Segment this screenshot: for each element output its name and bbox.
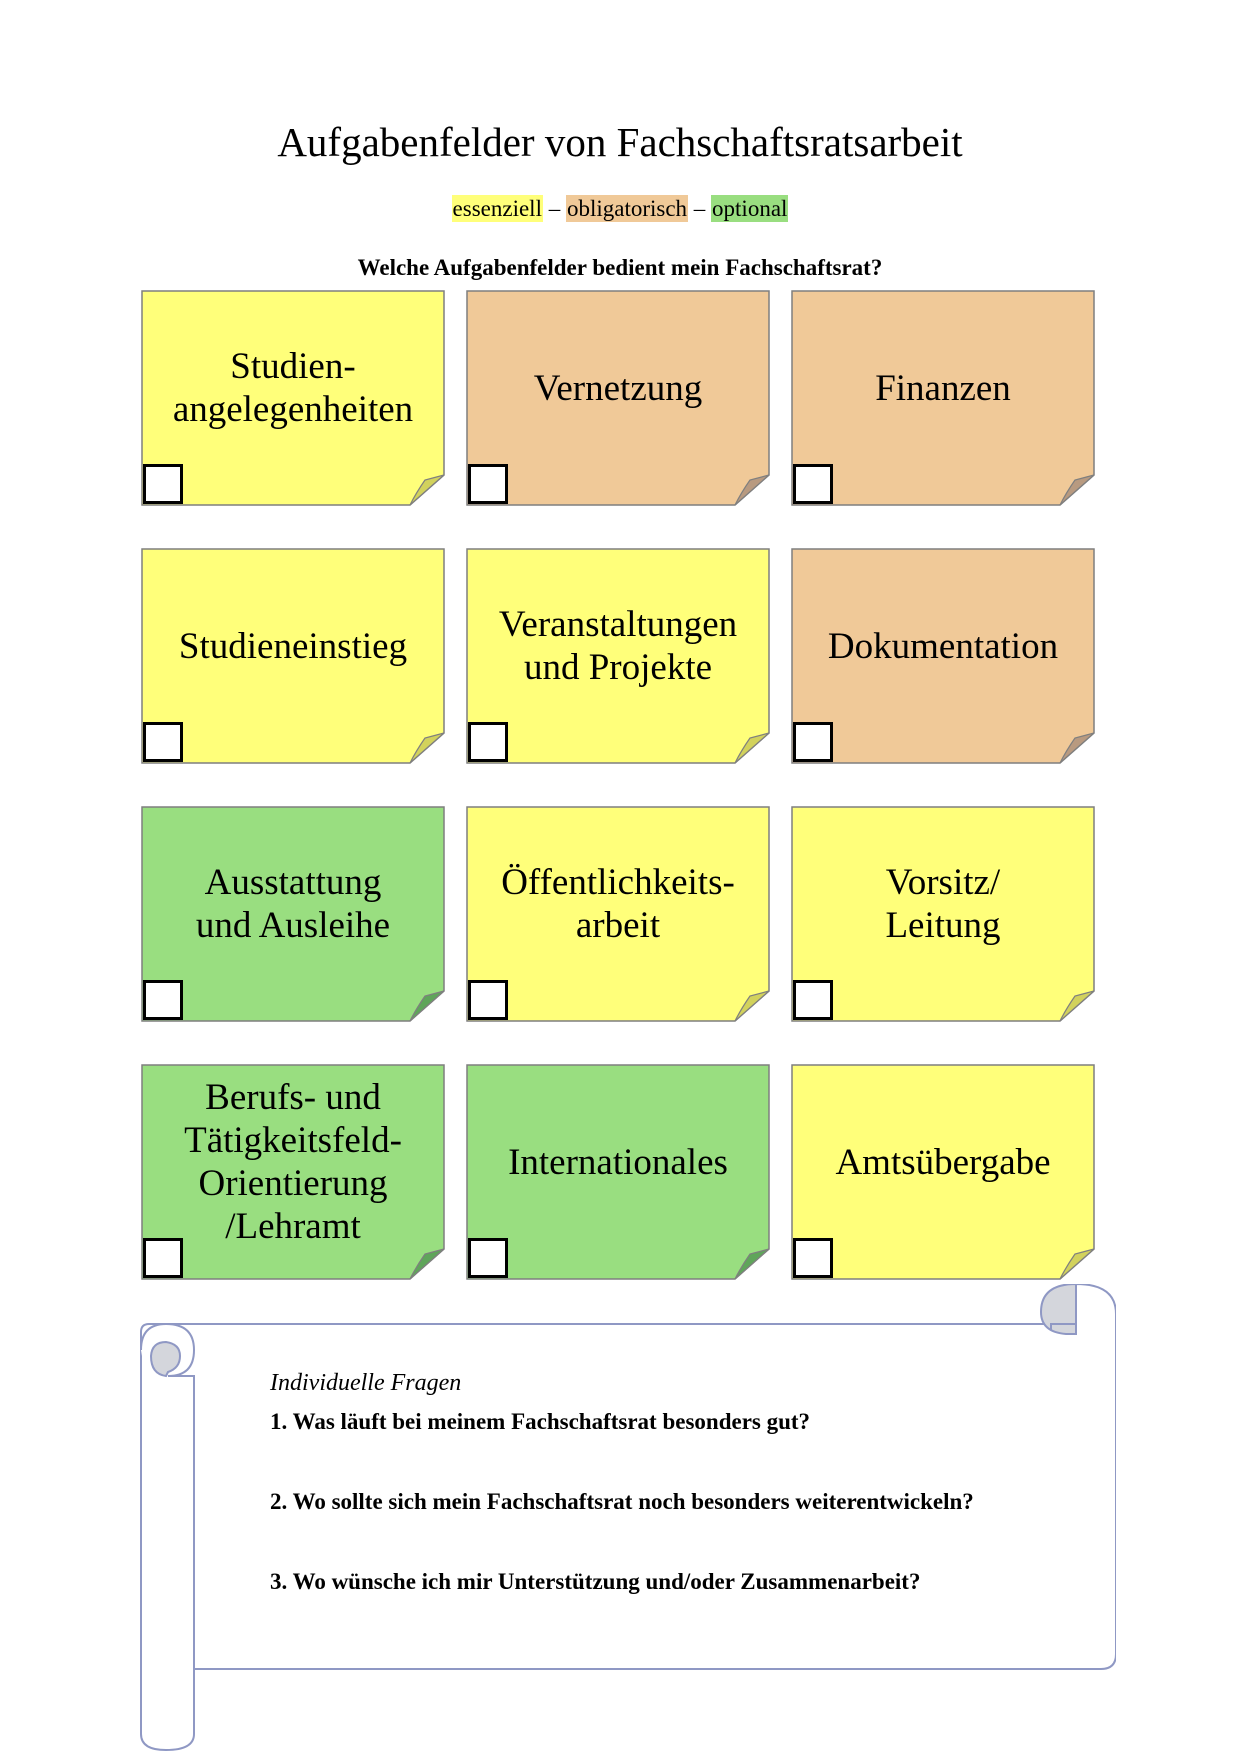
task-label: Ausstattung und Ausleihe <box>195 862 391 946</box>
task-label: Studieneinstieg <box>178 625 408 667</box>
legend-optional: optional <box>712 196 788 221</box>
task-checkbox[interactable] <box>143 464 183 504</box>
legend-essential: essenziell <box>452 196 542 221</box>
task-label: Amtsübergabe <box>835 1141 1051 1183</box>
task-checkbox[interactable] <box>468 980 508 1020</box>
question-item: 2. Wo sollte sich mein Fachschaftsrat noch besonders weiterentwickeln? <box>270 1489 974 1514</box>
task-note <box>466 548 770 764</box>
task-checkbox[interactable] <box>793 1238 833 1278</box>
task-note <box>141 806 445 1022</box>
task-note <box>466 806 770 1022</box>
task-note <box>791 548 1095 764</box>
task-checkbox[interactable] <box>468 1238 508 1278</box>
task-label: Finanzen <box>875 367 1011 409</box>
questions-heading: Individuelle Fragen <box>270 1370 462 1396</box>
task-label: Veranstaltungen und Projekte <box>498 604 738 688</box>
task-note <box>466 290 770 506</box>
task-label: Vernetzung <box>533 367 703 409</box>
section-question: Welche Aufgabenfelder bedient mein Fachschaftsrat? <box>357 255 883 280</box>
task-checkbox[interactable] <box>143 980 183 1020</box>
task-note <box>791 1064 1095 1280</box>
task-checkbox[interactable] <box>793 980 833 1020</box>
task-label: Berufs- und Tätigkeitsfeld- Orientierung /Lehramt <box>184 1077 402 1247</box>
individual-questions <box>270 1370 1090 1649</box>
task-label: Dokumentation <box>827 625 1059 667</box>
legend-separator: – <box>542 196 566 221</box>
task-checkbox[interactable] <box>793 464 833 504</box>
task-note <box>466 1064 770 1280</box>
task-label: Öffentlichkeits- arbeit <box>501 862 735 946</box>
page-title: Aufgabenfelder von Fachschaftsratsarbeit <box>277 119 963 165</box>
question-item: 1. Was läuft bei meinem Fachschaftsrat besonders gut? <box>270 1409 811 1434</box>
task-label: Studien- angelegenheiten <box>172 346 414 430</box>
task-label: Internationales <box>508 1141 728 1183</box>
task-checkbox[interactable] <box>143 722 183 762</box>
task-note <box>141 290 445 506</box>
task-checkbox[interactable] <box>793 722 833 762</box>
question-item: 3. Wo wünsche ich mir Unterstützung und/oder Zusammenarbeit? <box>270 1569 921 1594</box>
task-checkbox[interactable] <box>468 464 508 504</box>
task-note <box>791 806 1095 1022</box>
task-checkbox[interactable] <box>143 1238 183 1278</box>
task-note <box>141 548 445 764</box>
task-note <box>141 1064 445 1280</box>
category-legend <box>0 196 1240 222</box>
legend-obligatory: obligatorisch <box>566 196 688 221</box>
task-note <box>791 290 1095 506</box>
task-checkbox[interactable] <box>468 722 508 762</box>
task-label: Vorsitz/ Leitung <box>885 862 1001 946</box>
legend-separator: – <box>688 196 712 221</box>
